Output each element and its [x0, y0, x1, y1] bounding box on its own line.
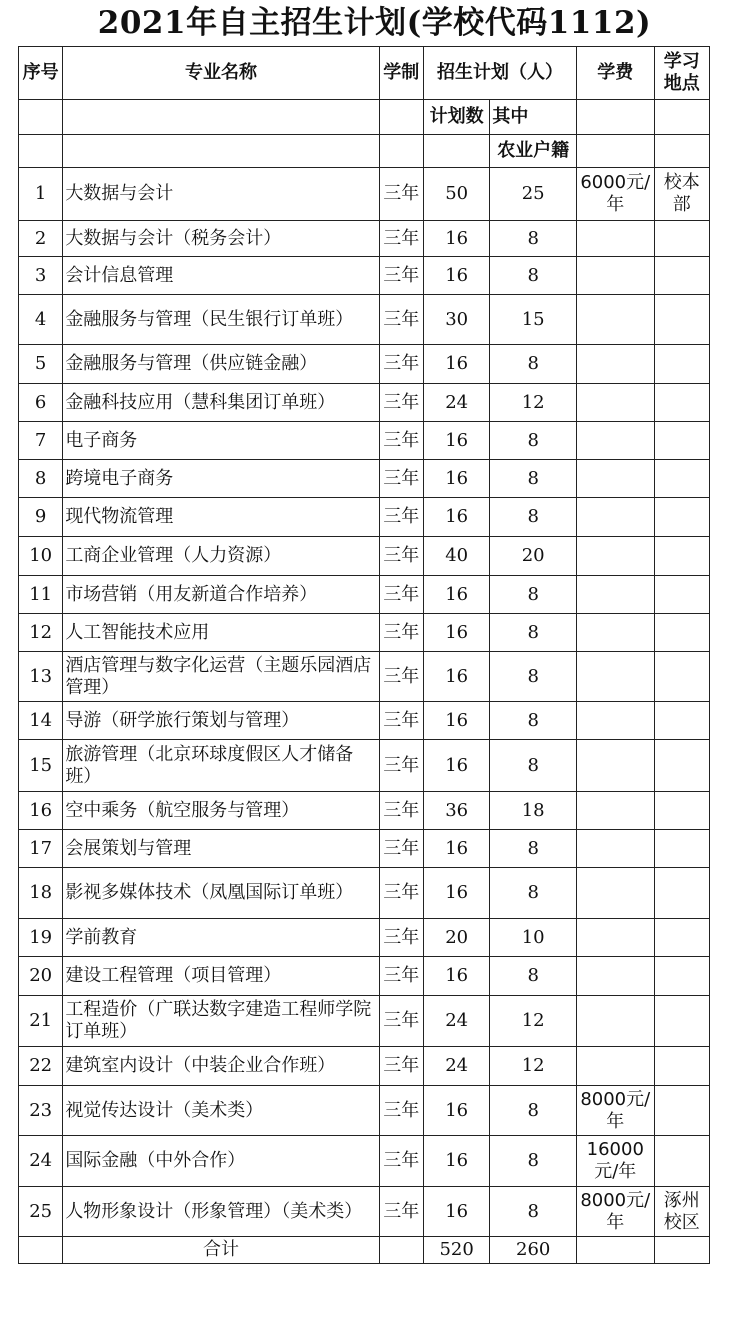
row-index: 10: [19, 537, 63, 576]
row-index: 3: [19, 257, 63, 295]
major-name: 国际金融（中外合作）: [63, 1136, 379, 1187]
rural-count: 18: [490, 792, 577, 830]
tuition-fee: [577, 614, 655, 652]
table-row: [19, 702, 710, 740]
major-name: 工商企业管理（人力资源）: [63, 537, 379, 576]
tuition-fee: [577, 498, 655, 537]
row-index: 1: [19, 168, 63, 221]
plan-count: 16: [423, 257, 489, 295]
tuition-fee: [577, 576, 655, 614]
tuition-fee: [577, 702, 655, 740]
rural-count: 8: [490, 460, 577, 498]
header-major: 专业名称: [63, 47, 379, 100]
table-row: [19, 1086, 710, 1136]
duration: 三年: [379, 537, 423, 576]
plan-count: 16: [423, 345, 489, 384]
duration: 三年: [379, 422, 423, 460]
total-plan: 520: [423, 1237, 489, 1264]
header-fee: 学费: [577, 47, 655, 100]
total-empty-location: [654, 1237, 709, 1264]
tuition-fee: [577, 996, 655, 1047]
table-row: [19, 740, 710, 792]
major-name: 空中乘务（航空服务与管理）: [63, 792, 379, 830]
plan-count: 16: [423, 614, 489, 652]
row-index: 5: [19, 345, 63, 384]
rural-count: 8: [490, 957, 577, 996]
plan-count: 16: [423, 702, 489, 740]
rural-count: 12: [490, 996, 577, 1047]
row-index: 22: [19, 1047, 63, 1086]
table-row: [19, 614, 710, 652]
table-row: [19, 830, 710, 868]
header-duration: 学制: [379, 47, 423, 100]
total-label: 合计: [63, 1237, 379, 1264]
plan-count: 50: [423, 168, 489, 221]
tuition-fee: [577, 257, 655, 295]
total-rural: 260: [490, 1237, 577, 1264]
major-name: 市场营销（用友新道合作培养）: [63, 576, 379, 614]
table-row: [19, 498, 710, 537]
row-index: 15: [19, 740, 63, 792]
row-index: 8: [19, 460, 63, 498]
table-row: [19, 919, 710, 957]
tuition-fee: [577, 422, 655, 460]
tuition-fee: [577, 919, 655, 957]
rural-count: 8: [490, 221, 577, 257]
table-row: [19, 792, 710, 830]
tuition-fee: 16000元/年: [577, 1136, 655, 1187]
major-name: 人物形象设计（形象管理）（美术类）: [63, 1187, 379, 1237]
table-row: [19, 295, 710, 345]
rural-count: 8: [490, 868, 577, 919]
row-index: 20: [19, 957, 63, 996]
plan-count: 16: [423, 957, 489, 996]
table-row: [19, 957, 710, 996]
plan-count: 24: [423, 1047, 489, 1086]
plan-count: 16: [423, 830, 489, 868]
study-location: [654, 498, 709, 537]
subheader-row: [19, 100, 710, 135]
plan-count: 16: [423, 422, 489, 460]
total-empty-fee: [577, 1237, 655, 1264]
major-name: 跨境电子商务: [63, 460, 379, 498]
rural-count: 8: [490, 1187, 577, 1237]
tuition-fee: [577, 295, 655, 345]
row-index: 18: [19, 868, 63, 919]
duration: 三年: [379, 792, 423, 830]
total-empty-duration: [379, 1237, 423, 1264]
major-name: 人工智能技术应用: [63, 614, 379, 652]
tuition-fee: 8000元/年: [577, 1086, 655, 1136]
header-rural: 农业户籍: [490, 135, 577, 168]
major-name: 会计信息管理: [63, 257, 379, 295]
plan-count: 16: [423, 868, 489, 919]
rural-count: 12: [490, 1047, 577, 1086]
duration: 三年: [379, 384, 423, 422]
table-row: [19, 422, 710, 460]
plan-count: 30: [423, 295, 489, 345]
study-location: [654, 740, 709, 792]
duration: 三年: [379, 868, 423, 919]
rural-count: 8: [490, 576, 577, 614]
rural-count: 10: [490, 919, 577, 957]
row-index: 19: [19, 919, 63, 957]
rural-count: 12: [490, 384, 577, 422]
header-location: 学习地点: [654, 47, 709, 100]
table-row: [19, 345, 710, 384]
row-index: 23: [19, 1086, 63, 1136]
total-row: [19, 1237, 710, 1264]
table-row: [19, 652, 710, 702]
study-location: [654, 1047, 709, 1086]
plan-count: 16: [423, 1136, 489, 1187]
plan-count: 16: [423, 652, 489, 702]
rural-count: 8: [490, 652, 577, 702]
duration: 三年: [379, 919, 423, 957]
plan-count: 16: [423, 740, 489, 792]
tuition-fee: [577, 957, 655, 996]
duration: 三年: [379, 345, 423, 384]
row-index: 25: [19, 1187, 63, 1237]
row-index: 11: [19, 576, 63, 614]
table-row: [19, 168, 710, 221]
rural-count: 8: [490, 740, 577, 792]
duration: 三年: [379, 830, 423, 868]
row-index: 14: [19, 702, 63, 740]
study-location: 涿州校区: [654, 1187, 709, 1237]
duration: 三年: [379, 221, 423, 257]
major-name: 学前教育: [63, 919, 379, 957]
header-of-which: 其中: [490, 100, 577, 135]
table-row: [19, 257, 710, 295]
table-row: [19, 1136, 710, 1187]
study-location: [654, 345, 709, 384]
plan-count: 16: [423, 1086, 489, 1136]
rural-count: 8: [490, 614, 577, 652]
duration: 三年: [379, 702, 423, 740]
table-row: [19, 576, 710, 614]
study-location: [654, 576, 709, 614]
plan-count: 16: [423, 221, 489, 257]
table-row: [19, 221, 710, 257]
study-location: [654, 422, 709, 460]
rural-count: 8: [490, 422, 577, 460]
tuition-fee: [577, 537, 655, 576]
major-name: 电子商务: [63, 422, 379, 460]
study-location: [654, 257, 709, 295]
duration: 三年: [379, 1086, 423, 1136]
tuition-fee: [577, 868, 655, 919]
major-name: 大数据与会计（税务会计）: [63, 221, 379, 257]
rural-count: 8: [490, 1136, 577, 1187]
subheader-row-2: [19, 135, 710, 168]
major-name: 酒店管理与数字化运营（主题乐园酒店管理）: [63, 652, 379, 702]
major-name: 金融服务与管理（民生银行订单班）: [63, 295, 379, 345]
plan-count: 16: [423, 498, 489, 537]
row-index: 4: [19, 295, 63, 345]
row-index: 6: [19, 384, 63, 422]
row-index: 13: [19, 652, 63, 702]
study-location: [654, 996, 709, 1047]
tuition-fee: [577, 1047, 655, 1086]
plan-count: 24: [423, 996, 489, 1047]
enrollment-plan-table: [18, 46, 710, 1264]
plan-count: 16: [423, 460, 489, 498]
major-name: 大数据与会计: [63, 168, 379, 221]
tuition-fee: [577, 384, 655, 422]
duration: 三年: [379, 740, 423, 792]
study-location: [654, 652, 709, 702]
table-row: [19, 1047, 710, 1086]
duration: 三年: [379, 1136, 423, 1187]
study-location: [654, 537, 709, 576]
rural-count: 8: [490, 702, 577, 740]
page-title: 2021年自主招生计划(学校代码1112): [97, 5, 652, 41]
header-plan: 招生计划（人）: [423, 47, 576, 100]
study-location: [654, 868, 709, 919]
study-location: [654, 460, 709, 498]
major-name: 工程造价（广联达数字建造工程师学院订单班）: [63, 996, 379, 1047]
major-name: 导游（研学旅行策划与管理）: [63, 702, 379, 740]
duration: 三年: [379, 614, 423, 652]
study-location: 校本部: [654, 168, 709, 221]
row-index: 21: [19, 996, 63, 1047]
duration: 三年: [379, 168, 423, 221]
study-location: [654, 384, 709, 422]
rural-count: 8: [490, 257, 577, 295]
table-row: [19, 1187, 710, 1237]
duration: 三年: [379, 295, 423, 345]
tuition-fee: [577, 460, 655, 498]
row-index: 2: [19, 221, 63, 257]
plan-count: 16: [423, 1187, 489, 1237]
duration: 三年: [379, 957, 423, 996]
rural-count: 8: [490, 1086, 577, 1136]
header-index: 序号: [19, 47, 63, 100]
tuition-fee: [577, 221, 655, 257]
tuition-fee: [577, 740, 655, 792]
study-location: [654, 919, 709, 957]
study-location: [654, 221, 709, 257]
tuition-fee: 6000元/年: [577, 168, 655, 221]
plan-count: 24: [423, 384, 489, 422]
table-row: [19, 460, 710, 498]
major-name: 金融科技应用（慧科集团订单班）: [63, 384, 379, 422]
major-name: 建筑室内设计（中装企业合作班）: [63, 1047, 379, 1086]
table-row: [19, 868, 710, 919]
row-index: 12: [19, 614, 63, 652]
duration: 三年: [379, 460, 423, 498]
rural-count: 8: [490, 498, 577, 537]
major-name: 视觉传达设计（美术类）: [63, 1086, 379, 1136]
study-location: [654, 792, 709, 830]
plan-count: 36: [423, 792, 489, 830]
duration: 三年: [379, 498, 423, 537]
rural-count: 8: [490, 345, 577, 384]
plan-count: 40: [423, 537, 489, 576]
major-name: 影视多媒体技术（凤凰国际订单班）: [63, 868, 379, 919]
duration: 三年: [379, 576, 423, 614]
duration: 三年: [379, 1047, 423, 1086]
major-name: 建设工程管理（项目管理）: [63, 957, 379, 996]
header-row: [19, 47, 710, 100]
rural-count: 25: [490, 168, 577, 221]
row-index: 24: [19, 1136, 63, 1187]
duration: 三年: [379, 996, 423, 1047]
row-index: 9: [19, 498, 63, 537]
plan-count: 20: [423, 919, 489, 957]
study-location: [654, 830, 709, 868]
major-name: 会展策划与管理: [63, 830, 379, 868]
study-location: [654, 702, 709, 740]
rural-count: 15: [490, 295, 577, 345]
tuition-fee: [577, 345, 655, 384]
tuition-fee: [577, 652, 655, 702]
study-location: [654, 614, 709, 652]
major-name: 旅游管理（北京环球度假区人才储备班）: [63, 740, 379, 792]
duration: 三年: [379, 1187, 423, 1237]
study-location: [654, 1086, 709, 1136]
row-index: 17: [19, 830, 63, 868]
major-name: 现代物流管理: [63, 498, 379, 537]
tuition-fee: 8000元/年: [577, 1187, 655, 1237]
tuition-fee: [577, 792, 655, 830]
plan-count: 16: [423, 576, 489, 614]
rural-count: 8: [490, 830, 577, 868]
table-row: [19, 996, 710, 1047]
duration: 三年: [379, 257, 423, 295]
table-row: [19, 384, 710, 422]
study-location: [654, 1136, 709, 1187]
major-name: 金融服务与管理（供应链金融）: [63, 345, 379, 384]
table-row: [19, 537, 710, 576]
duration: 三年: [379, 652, 423, 702]
study-location: [654, 295, 709, 345]
rural-count: 20: [490, 537, 577, 576]
row-index: 7: [19, 422, 63, 460]
study-location: [654, 957, 709, 996]
tuition-fee: [577, 830, 655, 868]
row-index: 16: [19, 792, 63, 830]
header-plan-count: 计划数: [423, 100, 489, 135]
total-empty-index: [19, 1237, 63, 1264]
